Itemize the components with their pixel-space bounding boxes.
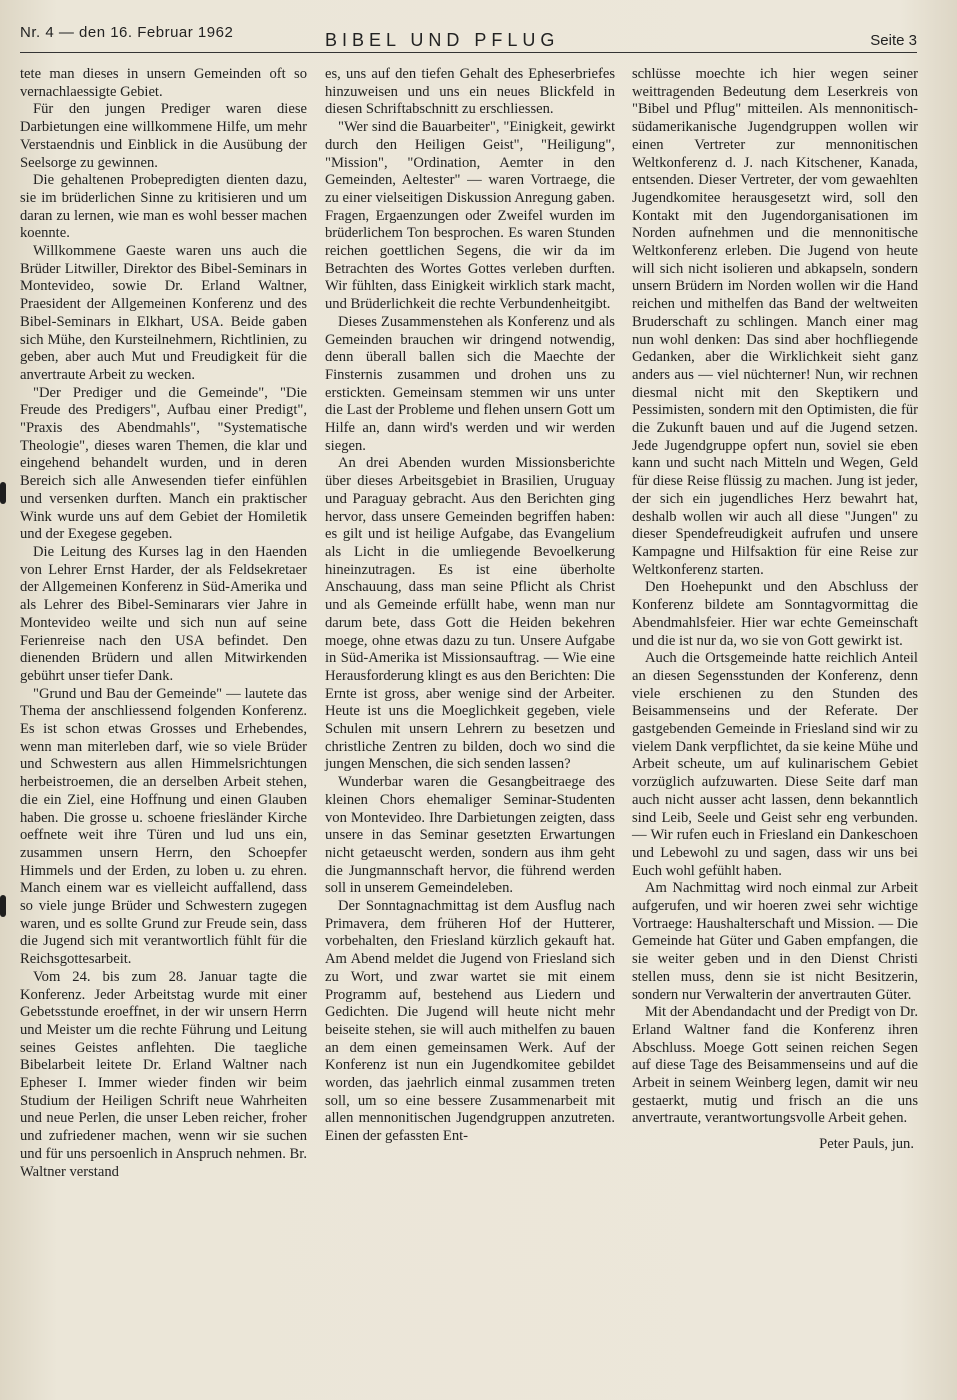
paragraph: Vom 24. bis zum 28. Januar tagte die Konferenz. Jeder Arbeitstag wurde mit einer Gebetsstunde eroeffnet, in der wir unsern Herrn und Meister um die rechte Führung und Leitung seines Geistes anflehten. Die taegliche Bibelarbeit leitete Dr. Erland Waltner nach Epheser I. Immer wieder finden wir beim Studium der Heiligen Schrift neue Wahrheiten und neue Perlen, die unser Leben reicher, froher und zufriedener machen, wenn wir sie suchen und für uns persoenlich in Anspruch nehmen. Br. Waltner verstand (20, 968, 307, 1180)
paragraph: es, uns auf den tiefen Gehalt des Epheserbriefes hinzuweisen und uns ein neues Blickfeld in diesen Schriftabschnitt zu erschliessen. (325, 66, 615, 118)
publication-title: BIBEL UND PFLUG (325, 30, 560, 50)
paragraph: Dieses Zusammenstehen als Konferenz und als Gemeinden brauchen wir dringend notwendig, denn überall ballen sich die Maechte der Finsternis zusammen und drohen uns zu erstickten. Gemeinsam stemmen wir uns unter die Last der Probleme und flehen unsern Gott um Hilfe an, dann wird's werden und wir werden siegen. (325, 313, 615, 454)
paragraph: Den Hoehepunkt und den Abschluss der Konferenz bildete am Sonntagvormittag die Abendmahlsfeier. Hier war echte Gemeinschaft und die ist nur da, wo sie von Gott gewirkt ist. (632, 579, 918, 649)
paragraph: "Grund und Bau der Gemeinde" — lautete das Thema der anschliessend folgenden Konferenz. Es ist schon etwas Grosses und Erhebendes, wenn man miterleben darf, wie so viele Brüder und Schwestern aus allen Himmelsrichtungen herbeistroemen, die an derselben Arbeit stehen, die ein Ziel, eine Hoffnung und einen Glauben haben. Die grosse u. schoene friesländer Kirche oeffnete weit ihre Türen und lud uns ein, zusammen unsern Herrn, den Schoepfer Himmels und der Erden, zu loben u. zu ehren. Manch einem war es vielleicht auffallend, dass so viele junge Brüder und Schwestern zugegen waren, und es sollte Grund zur Freude sein, dass die Jugend sich mit verantwortlich fühlt für die Reichsgottesarbeit. (20, 685, 307, 968)
article-column-2 (325, 66, 615, 1146)
paragraph: Für den jungen Prediger waren diese Darbietungen eine willkommene Hilfe, um mehr Verstaendnis und Einblick in die Ausübung der Seelsorge zu gewinnen. (20, 101, 307, 171)
article-column-1 (20, 66, 307, 1181)
paragraph: Wunderbar waren die Gesangbeitraege des kleinen Chors ehemaliger Seminar-Studenten von Montevideo. Ihre Darbietungen zeigten, dass unsere in das Seminar gesetzten Erwartungen nicht getaeuscht werden, sondern aus ihm geht die Jungmannschaft hervor, die führend werden soll in unserem Gemeindeleben. (325, 774, 615, 897)
paragraph: Am Nachmittag wird noch einmal zur Arbeit aufgerufen, und wir hoeren zwei sehr wichtige Vortraege: Haushalterschaft und Mission. — Die Gemeinde hat Güter und Gaben empfangen, die sie weiter geben und in den Dienst Christi stellen muss, denn sie ist nicht Besitzerin, sondern nur Verwalterin der anvertrauten Güter. (632, 880, 918, 1003)
margin-mark (0, 482, 6, 504)
paragraph: Die gehaltenen Probepredigten dienten dazu, sie im brüderlichen Sinne zu kritisieren und um daran zu lernen, wie man es wohl besser machen koennte. (20, 172, 307, 242)
paragraph: Mit der Abendandacht und der Predigt von Dr. Erland Waltner fand die Konferenz ihren Abschluss. Moege Gott seinen reichen Segen auf diese Tage des Beisammenseins und auf die Arbeit in seinem Weinberg legen, damit wir neu gestaerkt, mutig und frisch an die uns anvertraute, verantwortungsvolle Arbeit gehen. (632, 1004, 918, 1127)
issue-date: Nr. 4 — den 16. Februar 1962 (20, 24, 234, 41)
author-signature: Peter Pauls, jun. (819, 1136, 914, 1153)
paragraph: tete man dieses in unsern Gemeinden oft so vernachlaessigte Gebiet. (20, 66, 307, 100)
page-header (20, 22, 917, 53)
paragraph: Willkommene Gaeste waren uns auch die Brüder Litwiller, Direktor des Bibel-Seminars in Montevideo, sowie Dr. Erland Waltner, Praesident der Allgemeinen Konferenz und des Bibel-Seminars in Elkhart, USA. Beide gaben sich Mühe, den Kursteilnehmern, Richtlinien, zu geben, aber auch Mut und Freudigkeit für die anvertraute Arbeit zu wecken. (20, 243, 307, 383)
paragraph: Die Leitung des Kurses lag in den Haenden von Lehrer Ernst Harder, der als Feldsekretaer der Allgemeinen Konferenz in Süd-Amerika und als Lehrer des Bibel-Seminarars vier Jahre in Montevideo weilte und sich nun auf seine Ferienreise nach den USA befindet. Den dienenden Brüdern und allen Mitwirkenden gebührt unser tiefer Dank. (20, 543, 307, 684)
paragraph: "Wer sind die Bauarbeiter", "Einigkeit, gewirkt durch den Heiligen Geist", "Heiligung", "Mission", "Ordination, Aemter in den Gemeinden, Aeltester" — waren Vortraege, die zu einer vielseitigen Diskussion Anregung gaben. Fragen, Ergaenzungen oder Zweifel wurden im brüderlichem Ton besprochen. Es waren Stunden reichen goettlichen Segens, die wir da im Betrachten des Wortes Gottes verleben durften. Wir fühlten, dass Einigkeit wirklich stark macht, und Brüderlichkeit die rechte Verbundenheitgibt. (325, 119, 615, 313)
paragraph: Auch die Ortsgemeinde hatte reichlich Anteil an diesen Segensstunden der Konferenz, denn viele erschienen zu den Stunden des Beisammenseins und der Referate. Der gastgebenden Gemeinde in Friesland sind wir zu vielem Dank verpflichtet, da sie keine Mühe und Arbeit scheute, um auf kulinarischem Gebiet vorzüglich aufzuwarten. Diese Seite darf man auch nicht ausser acht lassen, denn bekanntlich sind Leib, Seele und Geist sehr eng verbunden. — Wir rufen euch in Friesland ein Dankeschoen und Lebewohl zu und sagen, dass wir uns bei Euch wohl gefühlt haben. (632, 650, 918, 879)
article-column-3 (632, 66, 918, 1154)
paragraph: schlüsse moechte ich hier wegen seiner weittragenden Bedeutung dem Leserkreis von "Bibel und Pflug" mitteilen. Als mennonitisch-südamerikanische Jugendgruppen wollen wir einen Vertreter zur mennonitischen Weltkonferenz d. J. nach Kitschener, Kanada, entsenden. Dieser Vertreter, der vom gewaehlten Jugendkomitee herausgesetzt wird, soll den Kontakt mit den Jugendorganisationen im Norden aufnehmen und die mennonitische Weltkonferenz erleben. Die Jugend von heute will sich nicht isolieren und abkapseln, sondern unsern Brüdern im Norden wollen wir die Hand reichen und mithelfen das Band der weltweiten Bruderschaft zu schlingen. Manch einer mag nun wohl denken: Das sind aber hochfliegende Gedanken, aber die Wirklichkeit sieht ganz anders aus — viel nüchterner! Nun, wir rechnen diesmal nicht mit den Skeptikern und Pessimisten, sondern mit den Optimisten, die für die Zukunft bauen und auf die Jugend setzen. Jede Jugendgruppe opfert nun, soviel sie eben kann und sucht nach Mitteln und Wegen, Geld für diese Reise flüssig zu machen. Jung ist jeder, der sich ein jugendliches Herz bewahrt hat, deshalb wollen wir auch all diese "Jungen" zu dieser Spendefreudigkeit aufrufen und unsere Kampagne und Hilfsaktion für eine Reise zur Weltkonferenz starten. (632, 66, 918, 578)
margin-mark (0, 895, 6, 917)
page-number: Seite 3 (870, 32, 917, 49)
paragraph: Der Sonntagnachmittag ist dem Ausflug nach Primavera, dem früheren Hof der Hutterer, vorbehalten, den Friesland kürzlich gekauft hat. Am Abend meldet die Jugend von Friesland sich zu Wort, und zwar wartet sie mit einem Programm auf, bestehend aus Liedern und Gedichten. Die Jugend will heute nicht mehr beiseite stehen, sie will auch mithelfen zu bauen an dem einen gemeinsamen Werk. Auf der Konferenz ist nun ein Jugendkomitee gebildet worden, das jaehrlich einmal zusammen treten soll, um so eine bessere Zusammenarbeit mit allen mennonitischen Jugendgruppen anzutreten. Einen der gefassten Ent- (325, 898, 615, 1145)
paragraph: "Der Prediger und die Gemeinde", "Die Freude des Predigers", Aufbau einer Predigt", "Praxis des Abendmahls", "Systematische Theologie", dieses waren Themen, die klar und eingehend behandelt wurden, und in deren Bereich sich alle Anwesenden tiefer einfühlen und versenken durften. Manch ein praktischer Wink wurde uns auf dem Gebiet der Homiletik und der Exegese gegeben. (20, 384, 307, 543)
paragraph: An drei Abenden wurden Missionsberichte über dieses Arbeitsgebiet in Brasilien, Uruguay und Paraguay gebracht. Aus den Berichten ging hervor, dass unsere Gemeinden begriffen haben: es gilt und ist heilige Aufgabe, das Evangelium als Licht in die umliegende Bevoelkerung hineinzutragen. Es ist eine überholte Anschauung, dass man seine Pflicht als Christ und als Gemeinde erfüllt habe, wenn man nur darum bete, dass Gott die Heiden bekehren moege, ohne etwas dazu zu tun. Unsere Aufgabe in Süd-Amerika ist Missionsauftrag. — Wie eine Herausforderung klingt es aus den Berichten: Die Ernte ist gross, aber wenige sind der Arbeiter. Heute ist uns die Moeglichkeit gegeben, viele Schulen mit unsern Lehrern zu besetzen und christliche Zentren zu bilden, doch wo sind die jungen Menschen, die sich senden lassen? (325, 455, 615, 773)
